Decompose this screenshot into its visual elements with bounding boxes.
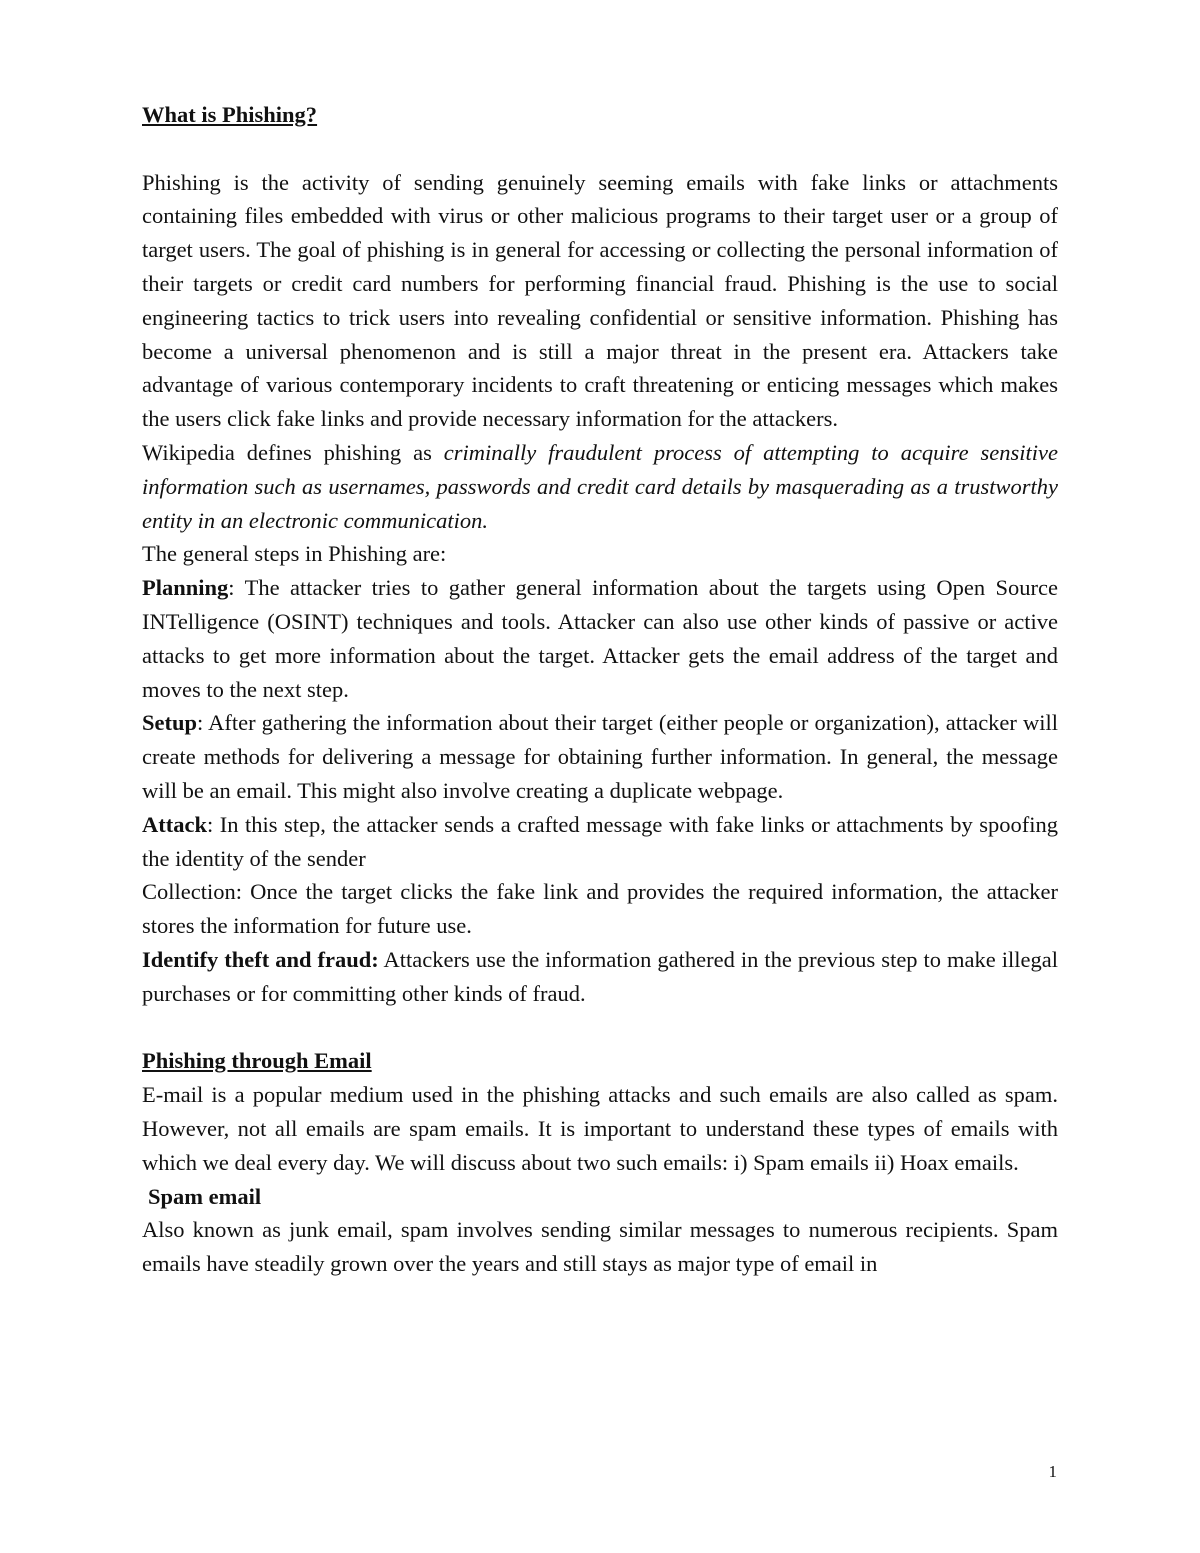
step-identity-theft (142, 943, 1058, 1011)
subheading-spam-email: Spam email (148, 1183, 262, 1209)
step-text: : After gathering the information about their target (either people or organization), attacker will create methods for delivering a message for obtaining further information. In general, the message will be an email. This might also involve creating a duplicate webpage. (142, 710, 1058, 803)
step-setup (142, 706, 1058, 807)
spam-paragraph: Also known as junk email, spam involves sending similar messages to numerous recipients. Spam emails have steadily grown over the years and still stays as major type of email in (142, 1217, 1058, 1277)
wikipedia-definition-paragraph (142, 436, 1058, 537)
section-title-phishing-through-email: Phishing through Email (142, 1048, 372, 1074)
step-label: Identify theft and fraud: (142, 946, 379, 972)
spacer (142, 1011, 1058, 1045)
step-collection (142, 875, 1058, 943)
step-text: : The attacker tries to gather general information about the targets using Open Source INTelligence (OSINT) techniques and tools. Attacker can also use other kinds of passive or active attacks to get more information about the target. Attacker gets the email address of the target and moves to the next step. (142, 575, 1058, 702)
steps-intro: The general steps in Phishing are: (142, 541, 447, 567)
document-page (142, 98, 1058, 1281)
section-title-what-is-phishing: What is Phishing? (142, 102, 318, 127)
step-label: Planning (142, 575, 229, 601)
step-text: Collection: Once the target clicks the fake link and provides the required information, the attacker stores the information for future use. (142, 879, 1058, 939)
step-text: Attackers use the information gathered in the previous step to make illegal purchases or for committing other kinds of fraud. (142, 946, 1058, 1006)
step-text: : In this step, the attacker sends a crafted message with fake links or attachments by spoofing the identity of the sender (142, 811, 1058, 871)
page-number: 1 (1048, 1462, 1057, 1481)
step-label: Attack (142, 811, 207, 837)
intro-paragraph: Phishing is the activity of sending genuinely seeming emails with fake links or attachments containing files embedded with virus or other malicious programs to their target user or a group of target users. The goal of phishing is in general for accessing or collecting the personal information of their targets or credit card numbers for performing financial fraud. Phishing is the use to social engineering tactics to trick users into revealing confidential or sensitive information. Phishing has become a universal phenomenon and is still a major threat in the present era. Attackers take advantage of various contemporary incidents to craft threatening or enticing messages which makes the users click fake links and provide necessary information for the attackers. (142, 169, 1058, 432)
spacer (142, 132, 1058, 166)
wikipedia-prefix: Wikipedia defines phishing as (142, 439, 444, 465)
step-label: Setup (142, 710, 198, 736)
step-attack (142, 808, 1058, 876)
wikipedia-definition: criminally fraudulent process of attempting to acquire sensitive information such as usernames, passwords and credit card details by masquerading as a trustworthy entity in an electronic communication. (142, 439, 1058, 533)
email-intro-paragraph: E-mail is a popular medium used in the phishing attacks and such emails are also called as spam. However, not all emails are spam emails. It is important to understand these types of emails with which we deal every day. We will discuss about two such emails: i) Spam emails ii) Hoax emails. (142, 1082, 1058, 1175)
step-planning (142, 571, 1058, 706)
